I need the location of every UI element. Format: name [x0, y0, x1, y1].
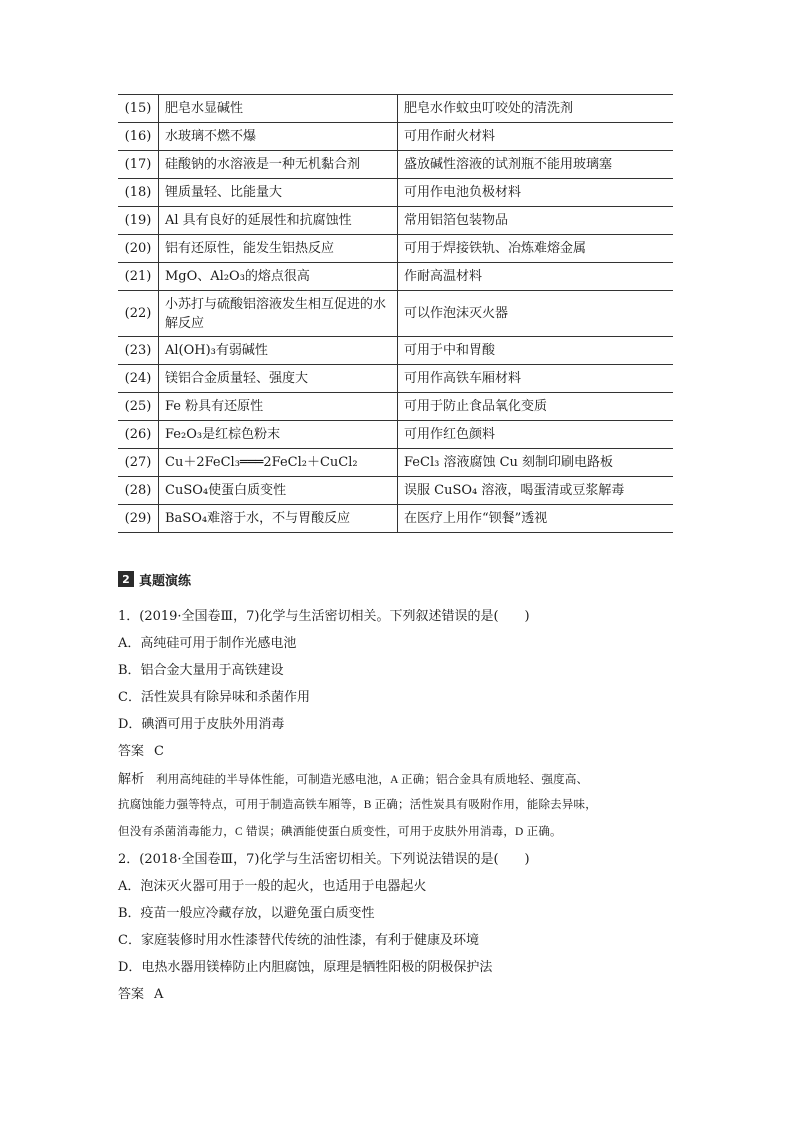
answer-label: 答案 [118, 744, 145, 759]
property-cell: CuSO₄使蛋白质变性 [159, 477, 398, 505]
table-row [118, 151, 673, 179]
analysis-line: 但没有杀菌消毒能力，C 错误；碘酒能使蛋白质变性，可用于皮肤外用消毒，D 正确。 [118, 826, 562, 838]
option-b: B．疫苗一般应冷藏存放，以避免蛋白质变性 [118, 906, 375, 921]
row-number: (25) [118, 393, 159, 421]
use-cell: 可用作电池负极材料 [398, 179, 674, 207]
property-cell: Cu＋2FeCl₃═══2FeCl₂＋CuCl₂ [159, 449, 398, 477]
answer-label: 答案 [118, 987, 145, 1002]
table-row [118, 291, 673, 337]
table-row [118, 393, 673, 421]
use-cell: 可用作耐火材料 [398, 123, 674, 151]
table-row [118, 505, 673, 533]
property-cell: 镁铝合金质量轻、强度大 [159, 365, 398, 393]
question-1 [118, 603, 678, 846]
use-cell: 可以作泡沫灭火器 [398, 291, 674, 337]
row-number: (19) [118, 207, 159, 235]
row-number: (18) [118, 179, 159, 207]
option-a: A．高纯硅可用于制作光感电池 [118, 636, 297, 651]
analysis-line: 抗腐蚀能力强等特点，可用于制造高铁车厢等，B 正确；活性炭具有吸附作用，能除去异味， [118, 799, 597, 811]
option-c: C．活性炭具有除异味和杀菌作用 [118, 690, 310, 705]
use-cell: 误服 CuSO₄ 溶液，喝蛋清或豆浆解毒 [398, 477, 674, 505]
property-cell: 锂质量轻、比能量大 [159, 179, 398, 207]
property-cell: MgO、Al₂O₃的熔点很高 [159, 263, 398, 291]
option-d: D．电热水器用镁棒防止内胆腐蚀，原理是牺牲阳极的阴极保护法 [118, 960, 493, 975]
property-cell: Fe 粉具有还原性 [159, 393, 398, 421]
row-number: (24) [118, 365, 159, 393]
row-number: (17) [118, 151, 159, 179]
table-row [118, 449, 673, 477]
table-row [118, 207, 673, 235]
table-row [118, 421, 673, 449]
answer-value: A [154, 987, 164, 1002]
use-cell: 肥皂水作蚊虫叮咬处的清洗剂 [398, 95, 674, 123]
use-cell: 作耐高温材料 [398, 263, 674, 291]
analysis-label: 解析 [118, 771, 145, 786]
property-cell: 铝有还原性，能发生铝热反应 [159, 235, 398, 263]
row-number: (23) [118, 337, 159, 365]
property-cell: 水玻璃不燃不爆 [159, 123, 398, 151]
row-number: (28) [118, 477, 159, 505]
analysis-line: 解析 利用高纯硅的半导体性能，可制造光感电池，A 正确；铝合金具有质地轻、强度高、 [118, 771, 589, 786]
use-cell: 可用作红色颜料 [398, 421, 674, 449]
option-b: B．铝合金大量用于高铁建设 [118, 663, 284, 678]
table-row [118, 477, 673, 505]
answer-value: C [154, 744, 164, 759]
option-d: D．碘酒可用于皮肤外用消毒 [118, 717, 285, 732]
property-cell: 硅酸钠的水溶液是一种无机黏合剂 [159, 151, 398, 179]
section-title: 真题演练 [139, 573, 192, 589]
property-cell: Fe₂O₃是红棕色粉末 [159, 421, 398, 449]
table-row [118, 263, 673, 291]
use-cell: 可用于中和胃酸 [398, 337, 674, 365]
property-use-table [118, 94, 673, 533]
table-row [118, 337, 673, 365]
table-row [118, 179, 673, 207]
use-cell: 常用铝箔包装物品 [398, 207, 674, 235]
property-cell: 肥皂水显碱性 [159, 95, 398, 123]
row-number: (16) [118, 123, 159, 151]
row-number: (20) [118, 235, 159, 263]
table-row [118, 95, 673, 123]
option-c: C．家庭装修时用水性漆替代传统的油性漆，有利于健康及环境 [118, 933, 479, 948]
row-number: (26) [118, 421, 159, 449]
table-row [118, 235, 673, 263]
section-heading [118, 570, 191, 588]
section-number-badge: 2 [118, 571, 134, 587]
question-stem: 1．(2019·全国卷Ⅲ，7)化学与生活密切相关。下列叙述错误的是( ) [118, 609, 530, 624]
use-cell: 盛放碱性溶液的试剂瓶不能用玻璃塞 [398, 151, 674, 179]
row-number: (29) [118, 505, 159, 533]
question-stem: 2．(2018·全国卷Ⅲ，7)化学与生活密切相关。下列说法错误的是( ) [118, 852, 530, 867]
row-number: (15) [118, 95, 159, 123]
analysis-block [118, 765, 676, 846]
use-cell: 可用于防止食品氧化变质 [398, 393, 674, 421]
property-cell: BaSO₄难溶于水，不与胃酸反应 [159, 505, 398, 533]
answer-line [118, 981, 678, 1008]
use-cell: FeCl₃ 溶液腐蚀 Cu 刻制印刷电路板 [398, 449, 674, 477]
table-row [118, 123, 673, 151]
property-cell: Al(OH)₃有弱碱性 [159, 337, 398, 365]
answer-line [118, 738, 678, 765]
question-2 [118, 846, 678, 1008]
use-cell: 可用作高铁车厢材料 [398, 365, 674, 393]
option-a: A．泡沫灭火器可用于一般的起火，也适用于电器起火 [118, 879, 427, 894]
row-number: (27) [118, 449, 159, 477]
table-row [118, 365, 673, 393]
property-cell: Al 具有良好的延展性和抗腐蚀性 [159, 207, 398, 235]
use-cell: 可用于焊接铁轨、冶炼难熔金属 [398, 235, 674, 263]
property-cell: 小苏打与硫酸铝溶液发生相互促进的水解反应 [159, 291, 398, 337]
use-cell: 在医疗上用作“钡餐”透视 [398, 505, 674, 533]
row-number: (21) [118, 263, 159, 291]
row-number: (22) [118, 291, 159, 337]
